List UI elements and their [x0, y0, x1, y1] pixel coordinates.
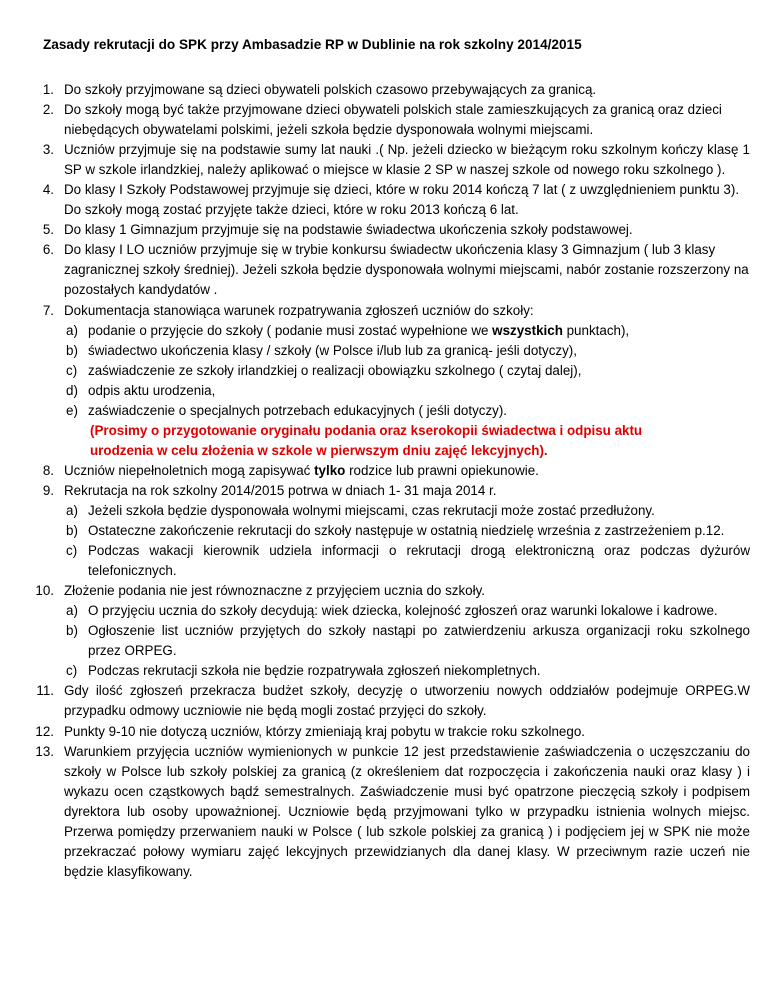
sub-item: [24, 621, 750, 661]
item-number: 2.: [42, 102, 54, 118]
item-text: Do klasy I LO uczniów przyjmuje się w trybie konkursu świadectw ukończenia klasy 3 Gimnazjum ( lub 3 klasy zagranicznej szkoły średniej). Jeżeli szkoła będzie dysponowała wolnymi miejscami, nabór zostanie rozszerzony na pozostałych kandydatów .: [64, 242, 749, 298]
sub-item-letter: c): [66, 543, 78, 559]
sub-item-letter: b): [66, 523, 78, 539]
sub-item-letter: b): [66, 623, 78, 639]
list-item: [24, 681, 750, 721]
sub-item-letter: b): [66, 342, 78, 358]
item-number: 1.: [42, 82, 54, 97]
list-item: [24, 140, 750, 180]
item-text: Punkty 9-10 nie dotyczą uczniów, którzy zmieniają kraj pobytu w trakcie roku szkolnego.: [64, 723, 585, 739]
rules-list: [24, 80, 750, 882]
list-item: [24, 301, 750, 321]
item-number: 7.: [42, 302, 54, 318]
list-item: [24, 581, 750, 601]
sub-item-letter: d): [66, 382, 78, 398]
sub-item-text: zaświadczenie ze szkoły irlandzkiej o realizacji obowiązku szkolnego ( czytaj dalej),: [88, 362, 582, 378]
sub-item: [24, 541, 750, 581]
item-number: 8.: [42, 462, 54, 478]
sub-item: [24, 341, 750, 361]
sub-item: [24, 361, 750, 381]
item-number: 10.: [35, 583, 54, 599]
sub-item-text: Podczas rekrutacji szkoła nie będzie rozpatrywała zgłoszeń niekompletnych.: [88, 663, 541, 679]
sub-item-text: zaświadczenie o specjalnych potrzebach edukacyjnych ( jeśli dotyczy).: [88, 402, 508, 418]
sub-item-letter: a): [66, 502, 78, 518]
list-item: [24, 240, 750, 300]
item-text: Warunkiem przyjęcia uczniów wymienionych w punkcie 12 jest przedstawienie zaświadczenia o uczęszczaniu do szkoły w Polsce lub szkoły polskiej za granicą (z określeniem dat rozpoczęcia i zakończenia nauki oraz klasy ) i wykazu ocen cząstkowych bądź semestralnych. Zaświadczenie musi być opatrzone pieczęcią szkoły i podpisem dyrektora lub osoby upoważnionej. Uczniowie będą przyjmowani tylko w przypadku istnienia wolnych miejsc. Przerwa pomiędzy przerwaniem nauki w Polsce ( lub szkole polskiej za granicą ) i podjęciem jej w SPK nie może przekraczać połowy wymiaru zajęć lekcyjnych przewidzianych dla danej klasy. W przeciwnym razie uczeń nie będzie klasyfikowany.: [64, 743, 750, 879]
item-text: Do szkoły mogą być także przyjmowane dzieci obywateli polskich stale zamieszkujących za granicą oraz dzieci niebędących obywatelami polskimi, jeżeli szkoła będzie dysponowała wolnymi miejscami.: [64, 102, 722, 138]
emphasis-text: wszystkich: [492, 322, 563, 338]
item-text-pre: Uczniów niepełnoletnich mogą zapisywać: [64, 462, 315, 478]
sub-item: [24, 321, 750, 341]
sub-item: [24, 661, 750, 681]
sub-item-text: O przyjęciu ucznia do szkoły decydują: wiek dziecka, kolejność zgłoszeń oraz warunki lokalowe i kadrowe.: [88, 603, 718, 619]
list-item: [24, 481, 750, 501]
item-text: Złożenie podania nie jest równoznaczne z przyjęciem ucznia do szkoły.: [64, 583, 486, 599]
list-item: [24, 461, 750, 481]
list-item: [24, 722, 750, 742]
sub-item-text: Ostateczne zakończenie rekrutacji do szkoły następuje w ostatnią niedzielę września z zastrzeżeniem p.12.: [88, 523, 725, 539]
document-title: Zasady rekrutacji do SPK przy Ambasadzie RP w Dublinie na rok szkolny 2014/2015: [43, 37, 582, 52]
sub-item-letter: c): [66, 663, 78, 679]
item-number: 4.: [42, 182, 54, 198]
item-text-post: rodzice lub prawni opiekunowie.: [345, 462, 539, 478]
item-number: 6.: [42, 242, 54, 258]
item-number: 11.: [36, 683, 54, 699]
item-text: Do klasy 1 Gimnazjum przyjmuje się na podstawie świadectwa ukończenia szkoły podstawowej.: [64, 222, 633, 238]
sub-item-letter: a): [66, 603, 78, 619]
item-number: 5.: [42, 222, 54, 238]
sub-item-text-post: punktach),: [562, 322, 630, 338]
sub-item-text-pre: podanie o przyjęcie do szkoły ( podanie musi zostać wypełnione we: [88, 322, 493, 338]
item-number: 3.: [42, 142, 54, 158]
important-note-line: urodzenia w celu złożenia w szkole w pierwszym dniu zajęć lekcyjnych).: [90, 442, 548, 458]
item-text: Dokumentacja stanowiąca warunek rozpatrywania zgłoszeń uczniów do szkoły:: [64, 302, 534, 318]
sub-item-letter: a): [66, 322, 78, 338]
list-item: [24, 180, 750, 220]
emphasis-text: tylko: [314, 462, 346, 478]
item-text: Gdy ilość zgłoszeń przekracza budżet szkoły, decyzję o utworzeniu nowych oddziałów podejmuje ORPEG.W przypadku odmowy uczniowie nie będą mogli zostać przyjęci do szkoły.: [64, 683, 750, 719]
item-number: 9.: [42, 482, 54, 498]
important-note-line: (Prosimy o przygotowanie oryginału podania oraz kserokopii świadectwa i odpisu aktu: [90, 422, 643, 438]
sub-item: [24, 521, 750, 541]
sub-item-text: odpis aktu urodzenia,: [88, 382, 216, 398]
list-item: [24, 220, 750, 240]
item-text: Rekrutacja na rok szkolny 2014/2015 potrwa w dniach 1- 31 maja 2014 r.: [64, 482, 497, 498]
item-text: Uczniów przyjmuje się na podstawie sumy lat nauki .( Np. jeżeli dziecko w bieżącym roku szkolnym kończy klasę 1 SP w szkole irlandzkiej, należy aplikować o miejsce w klasie 2 SP w naszej szkole od nowego roku szkolnego ).: [64, 142, 750, 178]
item-number: 13.: [35, 743, 54, 759]
sub-item-text: Jeżeli szkoła będzie dysponowała wolnymi miejscami, czas rekrutacji może zostać przedłużony.: [88, 502, 655, 518]
sub-item: [24, 381, 750, 401]
sub-item: [24, 501, 750, 521]
sub-item-letter: c): [66, 362, 78, 378]
sub-item-letter: e): [66, 402, 78, 418]
list-item: [24, 80, 750, 100]
sub-item-text: świadectwo ukończenia klasy / szkoły (w Polsce i/lub lub za granicą- jeśli dotyczy),: [88, 342, 577, 358]
item-text: Do szkoły przyjmowane są dzieci obywateli polskich czasowo przebywających za granicą.: [64, 82, 597, 97]
list-item: [24, 742, 750, 882]
item-text: Do klasy I Szkoły Podstawowej przyjmuje się dzieci, które w roku 2014 kończą 7 lat ( z uwzględnieniem punktu 3). Do szkoły mogą zostać przyjęte także dzieci, które w roku 2013 kończą 6 lat.: [64, 182, 740, 218]
sub-item-text: Podczas wakacji kierownik udziela informacji o rekrutacji drogą elektroniczną oraz podczas dyżurów telefonicznych.: [88, 543, 750, 579]
sub-item: [24, 401, 750, 421]
sub-item-text: Ogłoszenie list uczniów przyjętych do szkoły nastąpi po zatwierdzeniu arkusza organizacji roku szkolnego przez ORPEG.: [88, 623, 750, 659]
item-number: 12.: [35, 723, 54, 739]
sub-item: [24, 601, 750, 621]
list-item: [24, 100, 750, 140]
